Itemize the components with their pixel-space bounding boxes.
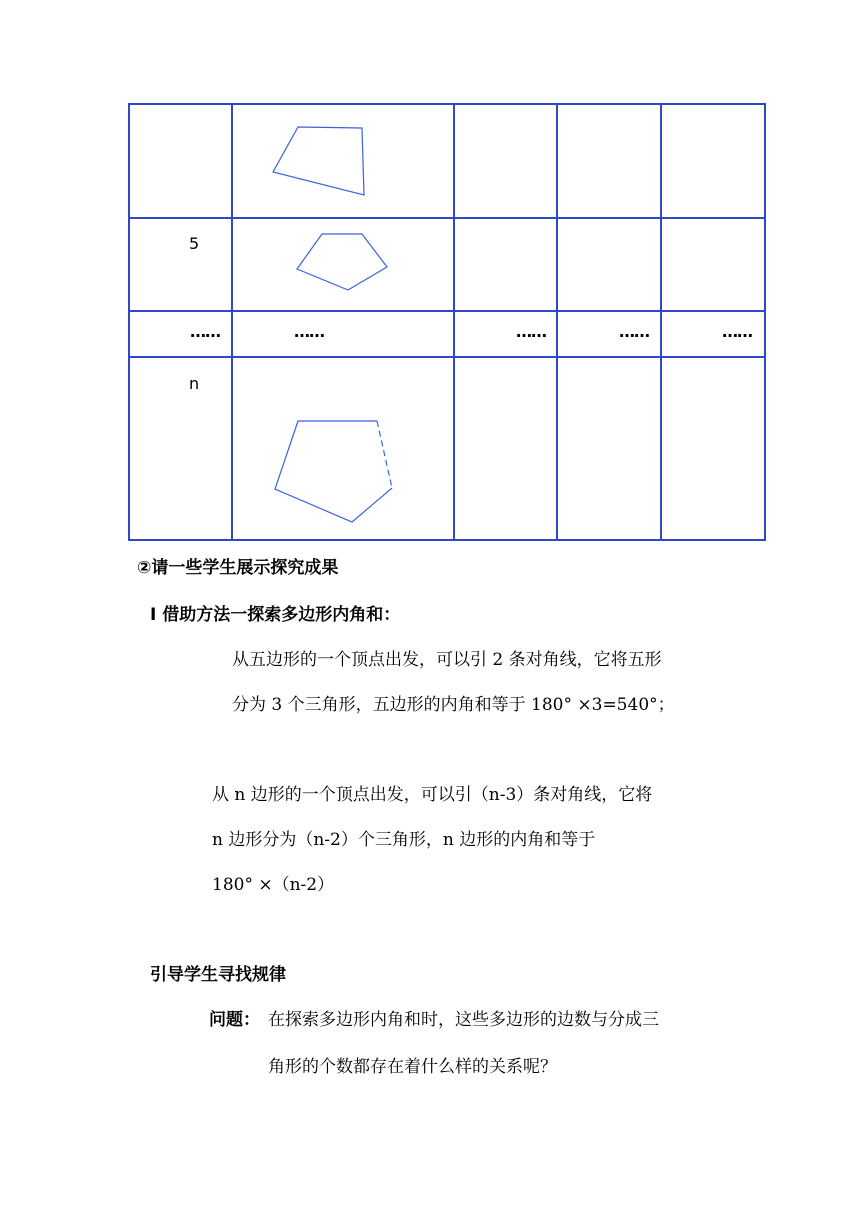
row-label-n: n (189, 374, 200, 393)
method-title: I 借助方法一探索多边形内角和： (150, 605, 401, 625)
exploration-table (0, 0, 860, 560)
dots-col5: …… (722, 322, 752, 341)
dots-col4: …… (619, 322, 649, 341)
pentagon-text-line2: 分为 3 个三角形，五边形的内角和等于 180° ×3=540°； (232, 695, 675, 715)
n-gon-shape (275, 421, 392, 522)
question-label: 问题： (209, 1010, 260, 1030)
question-line2: 角形的个数都存在着什么样的关系呢？ (268, 1057, 557, 1077)
quadrilateral-shape (273, 127, 364, 195)
table-border (129, 104, 765, 540)
guide-title: 引导学生寻找规律 (150, 965, 286, 985)
section-title: ②请一些学生展示探究成果 (137, 558, 339, 578)
row-label-5: 5 (189, 234, 200, 253)
dots-col3: …… (516, 322, 546, 341)
ngon-text-line1: 从 n 边形的一个顶点出发，可以引（n-3）条对角线，它将 (212, 785, 653, 805)
ngon-text-line3: 180° ×（n-2） (212, 875, 335, 895)
ngon-text-line2: n 边形分为（n-2）个三角形，n 边形的内角和等于 (212, 830, 596, 850)
pentagon-text-line1: 从五边形的一个顶点出发，可以引 2 条对角线，它将五形 (232, 650, 662, 670)
question-line1: 在探索多边形内角和时，这些多边形的边数与分成三 (268, 1010, 659, 1030)
dots-col2: …… (294, 322, 324, 341)
pentagon-shape (297, 234, 387, 290)
dots-col1: …… (190, 322, 220, 341)
